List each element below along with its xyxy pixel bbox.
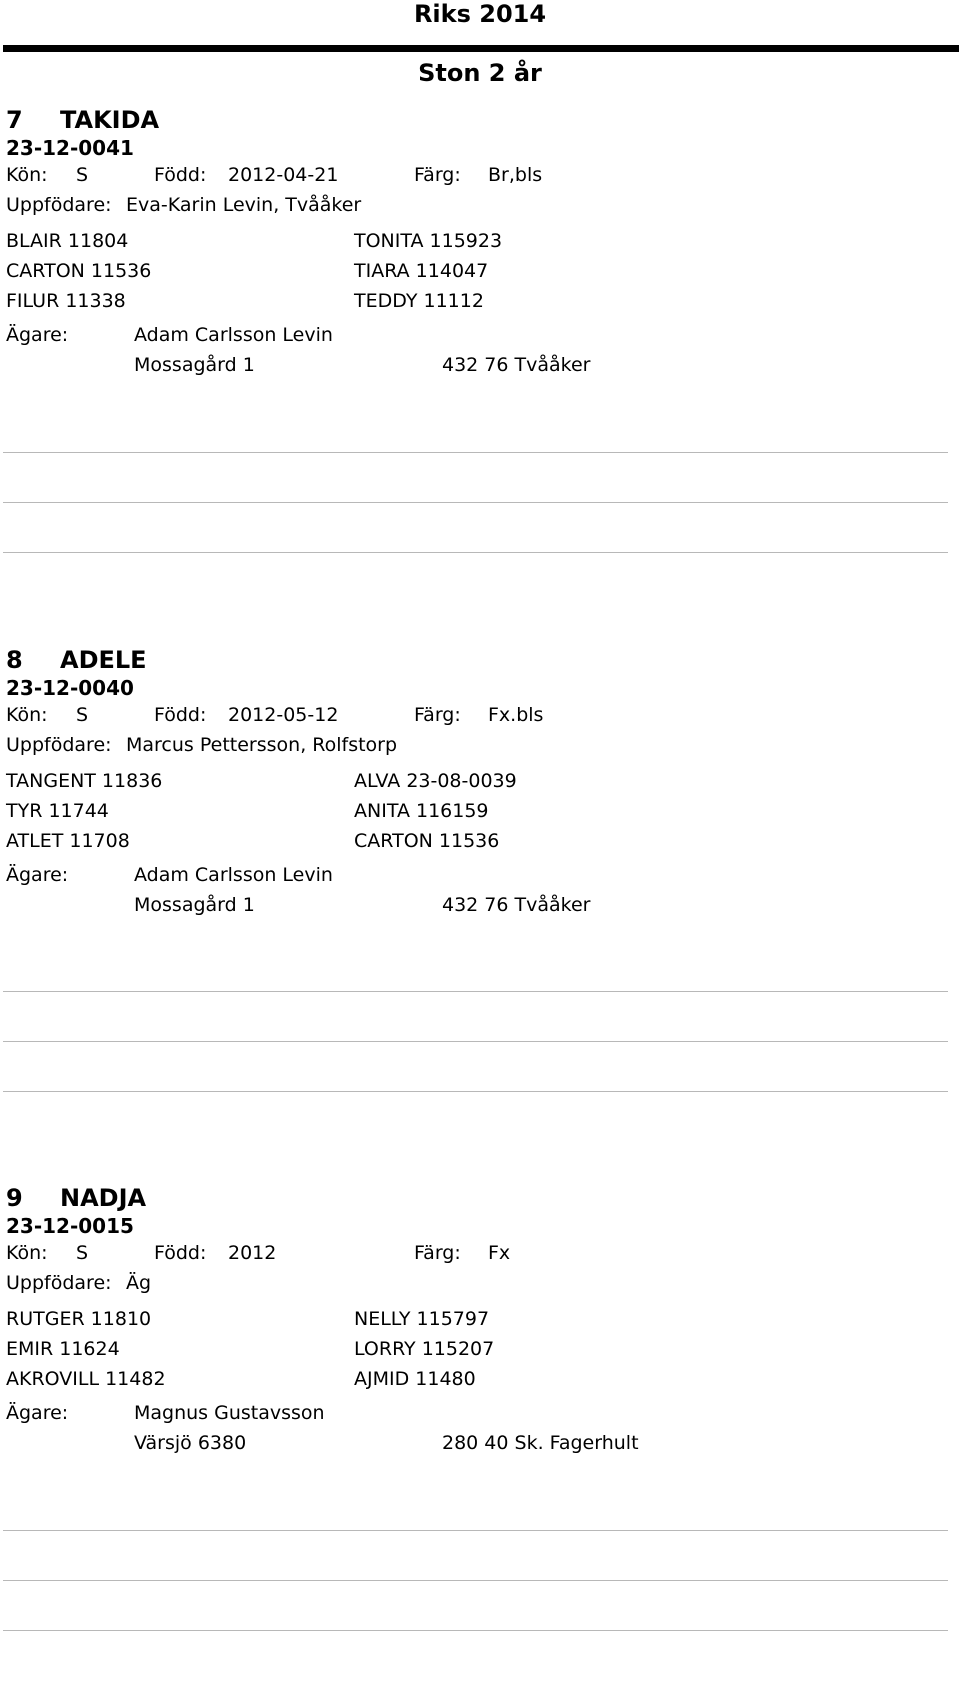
owner-name: Adam Carlsson Levin (134, 864, 333, 886)
separator-line (3, 502, 948, 503)
fodd-label: Född: (154, 704, 207, 726)
separator-line (3, 1091, 948, 1092)
header-rule (3, 45, 959, 52)
horse-entry (0, 106, 960, 606)
agare-label: Ägare: (6, 1402, 69, 1424)
pedigree-dam: TEDDY 11112 (354, 290, 484, 312)
pedigree-sire: CARTON 11536 (6, 260, 152, 282)
fodd-value: 2012-04-21 (228, 164, 339, 186)
pedigree-dam: AJMID 11480 (354, 1368, 476, 1390)
kon-label: Kön: (6, 1242, 48, 1264)
separator-line (3, 1580, 948, 1581)
registration-number: 23-12-0015 (6, 1214, 134, 1238)
fodd-label: Född: (154, 1242, 207, 1264)
uppfodare-value: Marcus Pettersson, Rolfstorp (126, 734, 398, 756)
pedigree-sire: ATLET 11708 (6, 830, 130, 852)
farg-value: Br,bls (488, 164, 543, 186)
pedigree-sire: TANGENT 11836 (6, 770, 163, 792)
horse-entry (0, 1184, 960, 1684)
pedigree-sire: FILUR 11338 (6, 290, 126, 312)
kon-value: S (76, 1242, 89, 1264)
horse-heading (6, 1184, 146, 1212)
horse-number: 9 (6, 1184, 23, 1212)
owner-name: Adam Carlsson Levin (134, 324, 333, 346)
pedigree-sire: RUTGER 11810 (6, 1308, 152, 1330)
pedigree-dam: LORRY 115207 (354, 1338, 495, 1360)
separator-line (3, 1530, 948, 1531)
fodd-value: 2012 (228, 1242, 277, 1264)
farg-value: Fx.bls (488, 704, 544, 726)
owner-postal: 432 76 Tvååker (442, 354, 591, 376)
pedigree-sire: BLAIR 11804 (6, 230, 129, 252)
kon-label: Kön: (6, 704, 48, 726)
owner-name: Magnus Gustavsson (134, 1402, 325, 1424)
horse-name: ADELE (60, 646, 147, 674)
horse-entry (0, 646, 960, 1146)
fodd-label: Född: (154, 164, 207, 186)
pedigree-dam: TONITA 115923 (354, 230, 503, 252)
kon-value: S (76, 164, 89, 186)
registration-number: 23-12-0041 (6, 136, 134, 160)
class-title: Ston 2 år (418, 59, 542, 87)
agare-label: Ägare: (6, 324, 69, 346)
uppfodare-value: Eva-Karin Levin, Tvååker (126, 194, 362, 216)
pedigree-sire: AKROVILL 11482 (6, 1368, 166, 1390)
horse-number: 7 (6, 106, 23, 134)
pedigree-sire: TYR 11744 (6, 800, 109, 822)
pedigree-dam: TIARA 114047 (354, 260, 489, 282)
pedigree-sire: EMIR 11624 (6, 1338, 120, 1360)
pedigree-dam: ANITA 116159 (354, 800, 489, 822)
pedigree-dam: ALVA 23-08-0039 (354, 770, 517, 792)
farg-value: Fx (488, 1242, 511, 1264)
fodd-value: 2012-05-12 (228, 704, 339, 726)
separator-line (3, 452, 948, 453)
pedigree-dam: CARTON 11536 (354, 830, 500, 852)
separator-line (3, 991, 948, 992)
kon-value: S (76, 704, 89, 726)
uppfodare-value: Äg (126, 1272, 152, 1294)
uppfodare-label: Uppfödare: (6, 734, 112, 756)
owner-address: Värsjö 6380 (134, 1432, 247, 1454)
pedigree-dam: NELLY 115797 (354, 1308, 490, 1330)
registration-number: 23-12-0040 (6, 676, 134, 700)
separator-line (3, 552, 948, 553)
horse-heading (6, 646, 147, 674)
agare-label: Ägare: (6, 864, 69, 886)
farg-label: Färg: (414, 1242, 461, 1264)
uppfodare-label: Uppfödare: (6, 194, 112, 216)
separator-line (3, 1041, 948, 1042)
horse-name: NADJA (60, 1184, 147, 1212)
farg-label: Färg: (414, 164, 461, 186)
page-title: Riks 2014 (413, 0, 547, 28)
separator-line (3, 1630, 948, 1631)
owner-address: Mossagård 1 (134, 354, 255, 376)
horse-name: TAKIDA (60, 106, 160, 134)
horse-heading (6, 106, 159, 134)
owner-postal: 432 76 Tvååker (442, 894, 591, 916)
owner-postal: 280 40 Sk. Fagerhult (442, 1432, 639, 1454)
owner-address: Mossagård 1 (134, 894, 255, 916)
uppfodare-label: Uppfödare: (6, 1272, 112, 1294)
farg-label: Färg: (414, 704, 461, 726)
horse-number: 8 (6, 646, 23, 674)
kon-label: Kön: (6, 164, 48, 186)
